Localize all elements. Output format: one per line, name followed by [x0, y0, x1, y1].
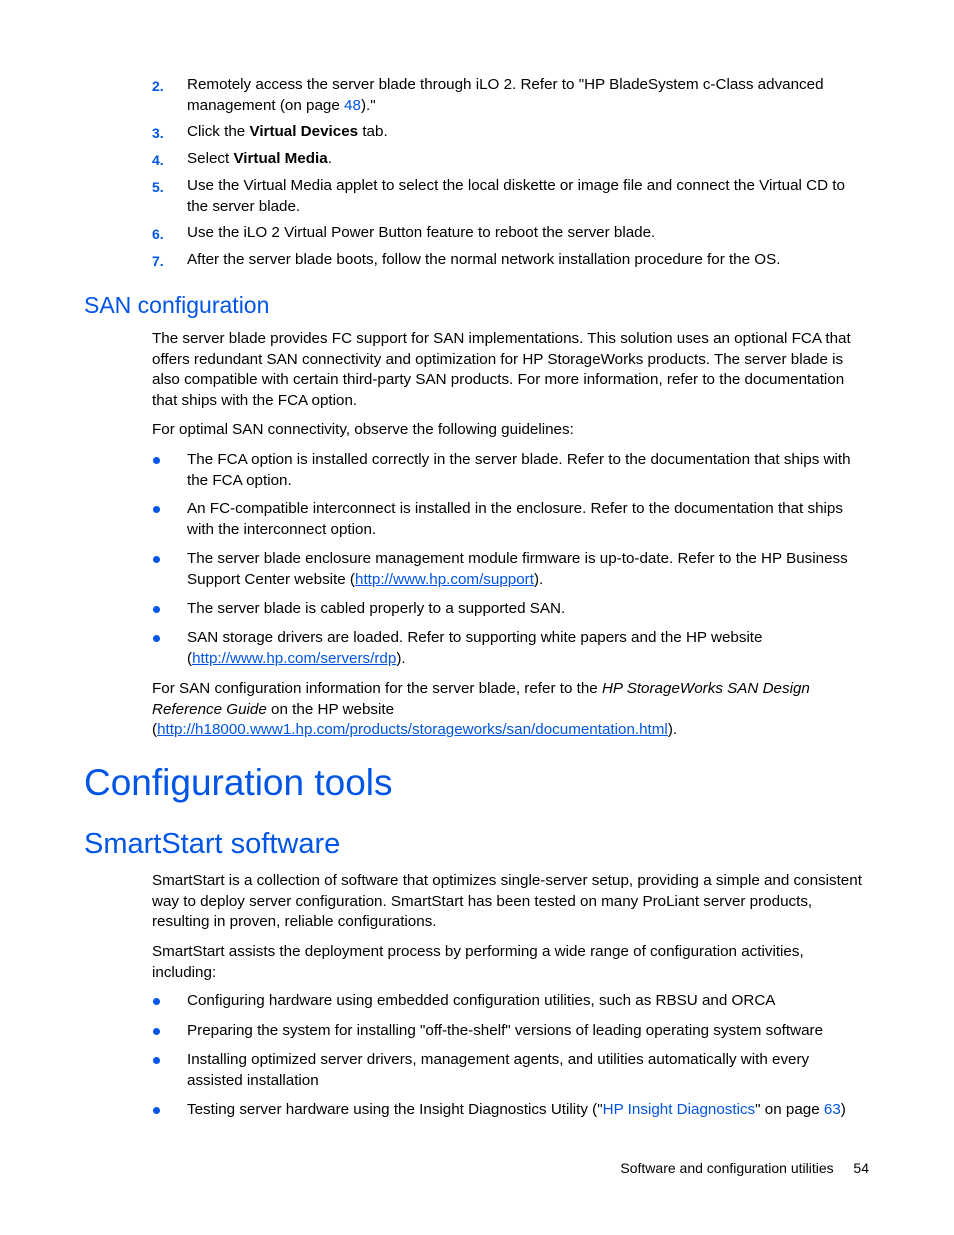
step-number: 2.	[152, 78, 164, 94]
bullet-icon	[152, 1100, 162, 1110]
smartstart-para-1: SmartStart is a collection of software that optimizes single-server setup, providing a simple and consistent way to deploy server configuration. SmartStart has been tested on many ProLiant server products, resulting in proven, reliable configurations.	[152, 872, 862, 930]
chapter-heading-configuration-tools: Configuration tools	[84, 762, 393, 803]
san-closing-paragraph: For SAN configuration information for the server blade, refer to the HP StorageWorks SAN Design Reference Guide on the HP website (http://h18000.www1.hp.com/products/storageworks/san/documentation.html).	[152, 680, 810, 738]
section-heading-san: SAN configuration	[84, 292, 270, 318]
step-text: After the server blade boots, follow the normal network installation procedure for the OS.	[187, 251, 781, 268]
step-number: 6.	[152, 226, 164, 242]
bullet-icon	[152, 499, 162, 509]
san-intro: The server blade provides FC support for SAN implementations. This solution uses an optional FCA that offers redundant SAN connectivity and optimization for HP StorageWorks products. The server blade is also compatible with certain third-party SAN products. For more information, refer to the documentation that ships with the FCA option.	[152, 330, 851, 409]
bullet-icon	[152, 628, 162, 638]
step-text: Use the Virtual Media applet to select the local diskette or image file and connect the Virtual CD to the server blade.	[187, 177, 845, 215]
step-text: Use the iLO 2 Virtual Power Button feature to reboot the server blade.	[187, 224, 656, 241]
page-reference-link[interactable]: 48	[344, 96, 361, 114]
list-item: Configuring hardware using embedded configuration utilities, such as RBSU and ORCA	[187, 992, 776, 1009]
bullet-icon	[152, 549, 162, 559]
list-item: The server blade is cabled properly to a supported SAN.	[187, 600, 566, 617]
step-number: 3.	[152, 125, 164, 141]
step-number: 5.	[152, 179, 164, 195]
step-text: Remotely access the server blade through iLO 2. Refer to "HP BladeSystem c-Class advanced management (on page 48)."	[187, 76, 824, 114]
san-guidelines-lead: For optimal SAN connectivity, observe the following guidelines:	[152, 421, 574, 438]
bullet-icon	[152, 991, 162, 1001]
san-design-guide-link[interactable]: http://h18000.www1.hp.com/products/storageworks/san/documentation.html	[157, 721, 668, 738]
page-footer	[620, 1158, 869, 1179]
list-item: The FCA option is installed correctly in the server blade. Refer to the documentation that ships with the FCA option.	[187, 451, 851, 489]
list-item: Testing server hardware using the Insight Diagnostics Utility ("HP Insight Diagnostics" on page 63)	[187, 1101, 846, 1118]
list-item: An FC-compatible interconnect is installed in the enclosure. Refer to the documentation that ships with the interconnect option.	[187, 500, 843, 538]
list-item: The server blade enclosure management module firmware is up-to-date. Refer to the HP Business Support Center website (http://www.hp.com/support).	[187, 550, 848, 588]
step-text: Select Virtual Media.	[187, 150, 332, 167]
hp-servers-rdp-link[interactable]: http://www.hp.com/servers/rdp	[192, 649, 397, 667]
bullet-icon	[152, 599, 162, 609]
smartstart-para-2: SmartStart assists the deployment process by performing a wide range of configuration activities, including:	[152, 943, 804, 981]
list-item: Installing optimized server drivers, management agents, and utilities automatically with every assisted installation	[187, 1051, 810, 1089]
footer-section-title: Software and configuration utilities	[620, 1160, 834, 1176]
bullet-icon	[152, 1050, 162, 1060]
insight-diagnostics-link[interactable]: HP Insight Diagnostics	[602, 1101, 756, 1118]
list-item: Preparing the system for installing "off-the-shelf" versions of leading operating system software	[187, 1022, 824, 1039]
hp-support-link[interactable]: http://www.hp.com/support	[355, 570, 534, 588]
bullet-icon	[152, 450, 162, 460]
step-number: 4.	[152, 152, 164, 168]
step-number: 7.	[152, 253, 164, 269]
section-heading-smartstart: SmartStart software	[84, 828, 341, 860]
step-text: Click the Virtual Devices tab.	[187, 123, 388, 140]
list-item: SAN storage drivers are loaded. Refer to supporting white papers and the HP website (http://www.hp.com/servers/rdp).	[187, 629, 763, 667]
page-number: 54	[853, 1160, 869, 1176]
bullet-icon	[152, 1021, 162, 1031]
page-reference-link[interactable]: 63	[823, 1101, 841, 1118]
